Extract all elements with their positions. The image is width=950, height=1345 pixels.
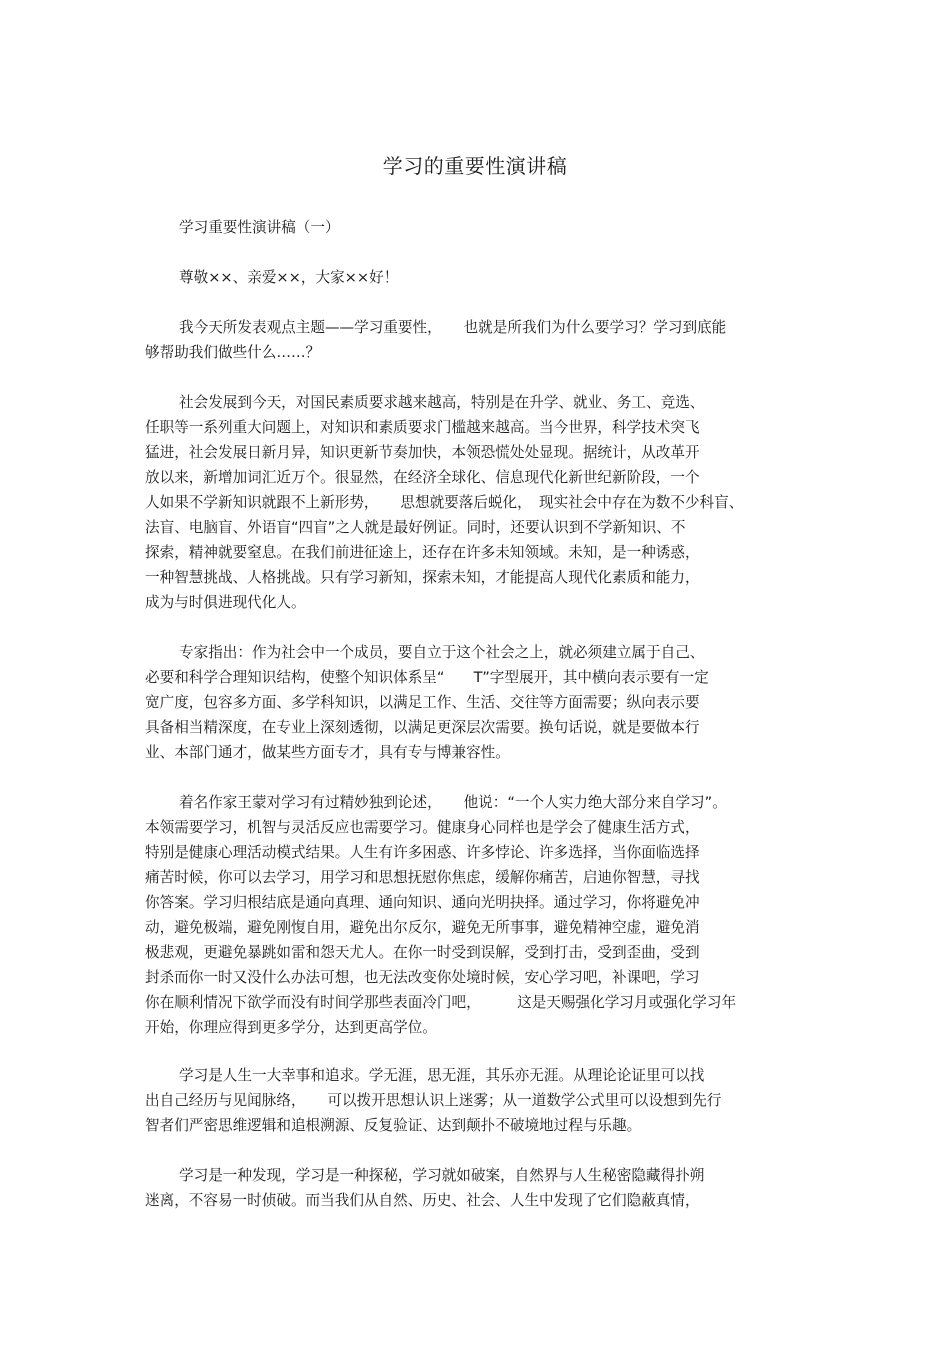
paragraph-discovery <box>145 1163 805 1213</box>
text-line: 一种智慧挑战、人格挑战。只有学习新知，探索未知，才能提高人现代化素质和能力， <box>145 569 700 586</box>
text-line: 开始，你理应得到更多学分，达到更高学位。 <box>145 1019 437 1036</box>
text-line: 任职等一系列重大问题上，对知识和素质要求门槛越来越高。当今世界，科学技术突飞 <box>145 419 700 436</box>
text-line: 放以来，新增加词汇近万个。很显然，在经济全球化、信息现代化新世纪新阶段，一个 <box>145 469 700 486</box>
text-line: 迷离，不容易一时侦破。而当我们从自然、历史、社会、人生中发现了它们隐蔽真情， <box>145 1192 700 1209</box>
text-line: 人如果不学新知识就跟不上新形势， 思想就要落后蜕化， 现实社会中存在为数不少科盲、 <box>145 494 744 511</box>
text-line: 业、本部门通才，做某些方面专才，具有专与博兼容性。 <box>145 744 510 761</box>
paragraph-subtitle <box>145 215 805 240</box>
text-line: 学习是人生一大幸事和追求。学无涯，思无涯，其乐亦无涯。从理论论证里可以找 <box>179 1067 705 1084</box>
text-line: 猛进，社会发展日新月异，知识更新节奏加快，本领恐慌处处显现。据统计，从改革开 <box>145 444 700 461</box>
text-line: 探索，精神就要窒息。在我们前进征途上，还存在许多未知领域。未知，是一种诱惑， <box>145 544 700 561</box>
text-line: 学习重要性演讲稿（一） <box>179 219 340 236</box>
text-line: 成为与时俱进现代化人。 <box>145 594 306 611</box>
text-line: 社会发展到今天，对国民素质要求越来越高，特别是在升学、就业、务工、竞选、 <box>179 394 705 411</box>
text-line: 封杀而你一时又没什么办法可想，也无法改变你处境时候，安心学习吧，补课吧，学习 <box>145 969 700 986</box>
text-line: 具备相当精深度，在专业上深刻透彻，以满足更深层次需要。换句话说，就是要做本行 <box>145 719 700 736</box>
paragraph-topic <box>145 315 805 365</box>
text-line: 宽广度，包容多方面、多学科知识，以满足工作、生活、交往等方面需要；纵向表示要 <box>145 694 700 711</box>
text-line: 我今天所发表观点主题——学习重要性， 也就是所我们为什么要学习？学习到底能 <box>179 319 727 336</box>
text-line: 智者们严密思维逻辑和追根溯源、反复验证、达到颠扑不破境地过程与乐趣。 <box>145 1117 642 1134</box>
paragraph-society <box>145 390 805 615</box>
text-line: 出自己经历与见闻脉络， 可以拨开思想认识上迷雾；从一道数学公式里可以设想到先行 <box>145 1092 722 1109</box>
paragraph-experts <box>145 640 805 765</box>
paragraph-greeting <box>145 265 805 290</box>
text-line: 专家指出：作为社会中一个成员，要自立于这个社会之上，就必须建立属于自己、 <box>179 644 705 661</box>
text-line: 学习是一种发现，学习是一种探秘，学习就如破案，自然界与人生秘密隐藏得扑朔 <box>179 1167 705 1184</box>
text-line: 你答案。学习归根结底是通向真理、通向知识、通向光明抉择。通过学习，你将避免冲 <box>145 894 700 911</box>
paragraph-joy-of-learning <box>145 1063 805 1138</box>
text-line: 特别是健康心理活动模式结果。人生有许多困惑、许多悖论、许多选择，当你面临选择 <box>145 844 700 861</box>
text-line: 你在顺利情况下欲学而没有时间学那些表面冷门吧， 这是天赐强化学习月或强化学习年 <box>145 994 737 1011</box>
paragraph-wangmeng <box>145 790 805 1040</box>
text-line: 必要和科学合理知识结构，使整个知识体系呈“ T”字型展开，其中横向表示要有一定 <box>145 669 709 686</box>
text-line: 够帮助我们做些什么……？ <box>145 344 321 361</box>
text-line: 着名作家王蒙对学习有过精妙独到论述， 他说：“一个人实力绝大部分来自学习”。 <box>179 794 727 811</box>
text-line: 动，避免极端，避免刚愎自用，避免出尔反尔，避免无所事事，避免精神空虚，避免消 <box>145 919 700 936</box>
document-title: 学习的重要性演讲稿 <box>382 154 568 178</box>
text-line: 极悲观，更避免暴跳如雷和怨天尤人。在你一时受到误解，受到打击，受到歪曲，受到 <box>145 944 700 961</box>
text-line: 法盲、电脑盲、外语盲“四盲”之人就是最好例证。同时，还要认识到不学新知识、不 <box>145 519 686 536</box>
text-line: 尊敬××、亲爱××，大家××好！ <box>179 269 399 286</box>
text-line: 本领需要学习，机智与灵活反应也需要学习。健康身心同样也是学会了健康生活方式， <box>145 819 700 836</box>
text-line: 痛苦时候，你可以去学习，用学习和思想抚慰你焦虑，缓解你痛苦，启迪你智慧，寻找 <box>145 869 700 886</box>
